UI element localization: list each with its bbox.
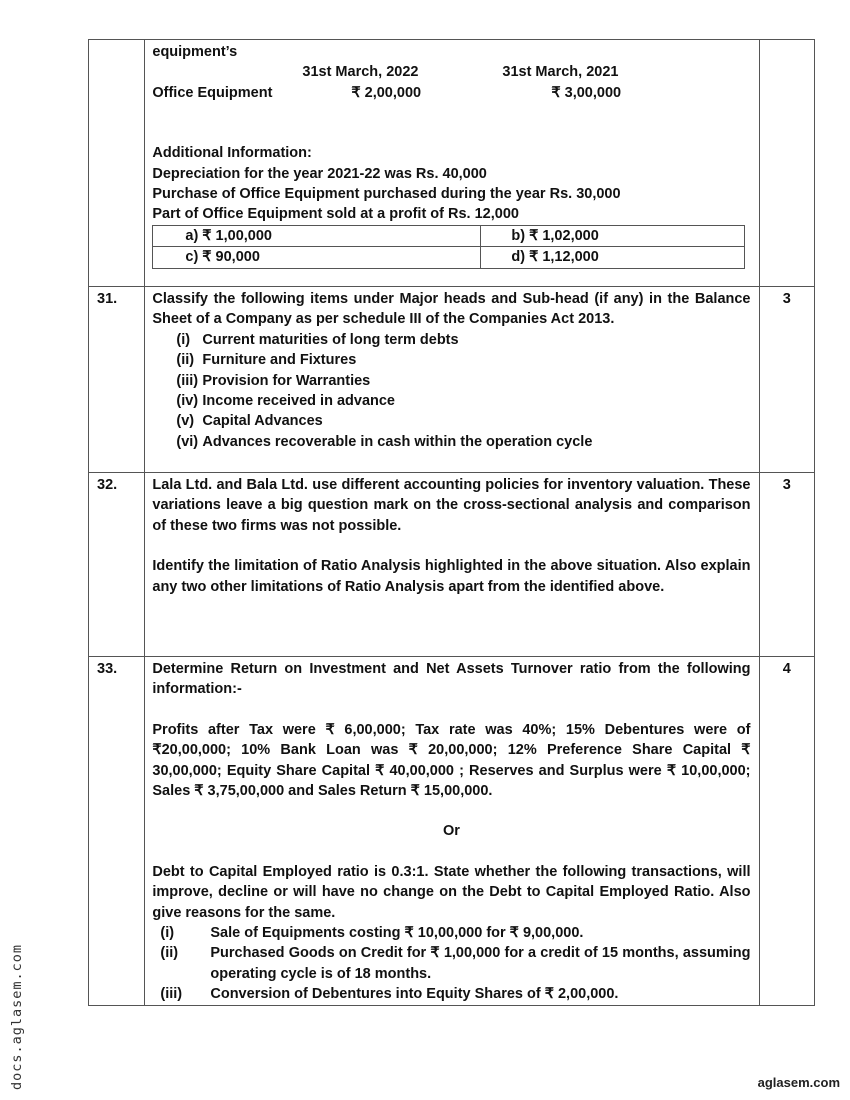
info-line: Purchase of Office Equipment purchased during the year Rs. 30,000 (152, 186, 621, 203)
question-number: 31. (89, 287, 145, 473)
question-row-31 (89, 287, 815, 473)
list-item (152, 984, 750, 1004)
or-divider: Or (442, 823, 460, 840)
question-body (145, 287, 759, 473)
options-table (152, 225, 745, 269)
question-row-32 (89, 473, 815, 657)
option-c: c) ₹ 90,000 (153, 247, 481, 268)
option-a: a) ₹ 1,00,000 (153, 225, 481, 246)
q30-column-heads (152, 62, 750, 82)
list-item (152, 330, 750, 350)
item-label: (iii) (160, 986, 183, 1003)
question-body (145, 657, 759, 1006)
question-number: 32. (89, 473, 145, 657)
info-line: Part of Office Equipment sold at a profit of Rs. 12,000 (152, 206, 519, 223)
item-label: (i) (160, 925, 175, 942)
q33-para2: Profits after Tax were ₹ 6,00,000; Tax rate was 40%; 15% Debentures were of ₹20,00,000; 10% Bank Loan was ₹ 20,00,000; 12% Preference Share Capital ₹ 30,00,000; Equity Share Capital ₹ 40,00,000 ; Reserves and Surplus were ₹ 10,00,000; Sales ₹ 3,75,00,000 and Sales Return ₹ 15,00,000. (152, 721, 751, 800)
question-marks: 3 (759, 287, 815, 473)
row-label: Office Equipment (152, 84, 273, 101)
question-marks: 3 (759, 473, 815, 657)
item-label: (ii) (160, 945, 179, 962)
info-heading: Additional Information: (152, 145, 312, 162)
question-row-33 (89, 657, 815, 1006)
value-2021: ₹ 3,00,000 (551, 84, 622, 101)
q30-data-row (152, 83, 750, 103)
list-item (152, 411, 750, 431)
question-number: 33. (89, 657, 145, 1006)
item-text: Capital Advances (202, 413, 323, 430)
item-text: Sale of Equipments costing ₹ 10,00,000 for ₹ 9,00,000. (210, 925, 584, 942)
item-text: Purchased Goods on Credit for ₹ 1,00,000 for a credit of 15 months, assuming operating cycle is of 18 months. (210, 945, 751, 982)
question-marks (759, 40, 815, 287)
item-label: (iv) (176, 393, 199, 410)
item-text: Current maturities of long term debts (202, 331, 459, 348)
q31-text: Classify the following items under Major heads and Sub-head (if any) in the Balance Sheet of a Company as per schedule III of the Companies Act 2013. (152, 291, 751, 328)
question-body (145, 40, 759, 287)
q32-para2: Identify the limitation of Ratio Analysis highlighted in the above situation. Also explain any two other limitations of Ratio Analysis apart from the identified above. (152, 558, 751, 595)
col-head-2022: 31st March, 2022 (302, 64, 419, 81)
question-marks: 4 (759, 657, 815, 1006)
value-2022: ₹ 2,00,000 (351, 84, 422, 101)
item-label: (ii) (176, 352, 195, 369)
item-label: (i) (176, 331, 191, 348)
info-line: Depreciation for the year 2021-22 was Rs. 40,000 (152, 165, 487, 182)
list-item (152, 923, 750, 943)
item-label: (vi) (176, 433, 199, 450)
list-item (152, 943, 750, 984)
question-row-30 (89, 40, 815, 287)
q30-line1: equipment’s (152, 44, 238, 60)
item-text: Furniture and Fixtures (202, 352, 357, 369)
question-body (145, 473, 759, 657)
option-d: d) ₹ 1,12,000 (481, 247, 745, 268)
q33-para1: Determine Return on Investment and Net Assets Turnover ratio from the following information:- (152, 661, 751, 698)
item-label: (iii) (176, 372, 199, 389)
list-item (152, 371, 750, 391)
item-text: Conversion of Debentures into Equity Shares of ₹ 2,00,000. (210, 986, 619, 1003)
q32-para1: Lala Ltd. and Bala Ltd. use different accounting policies for inventory valuation. These variations leave a big question mark on the cross-sectional analysis and comparison of these two firms was not possible. (152, 477, 751, 534)
list-item (152, 350, 750, 370)
side-watermark: docs.aglasem.com (9, 943, 25, 1090)
list-item (152, 432, 750, 452)
option-b: b) ₹ 1,02,000 (481, 225, 745, 246)
site-footer: aglasem.com (757, 1075, 840, 1090)
item-text: Income received in advance (202, 393, 395, 410)
item-label: (v) (176, 413, 195, 430)
question-number (89, 40, 145, 287)
item-text: Advances recoverable in cash within the operation cycle (202, 433, 593, 450)
q33-para3: Debt to Capital Employed ratio is 0.3:1. State whether the following transactions, will improve, decline or will have no change on the Debt to Capital Employed Ratio. Also give reasons for the same. (152, 863, 751, 921)
item-text: Provision for Warranties (202, 372, 371, 389)
col-head-2021: 31st March, 2021 (502, 64, 619, 81)
list-item (152, 391, 750, 411)
question-table (88, 39, 815, 1006)
